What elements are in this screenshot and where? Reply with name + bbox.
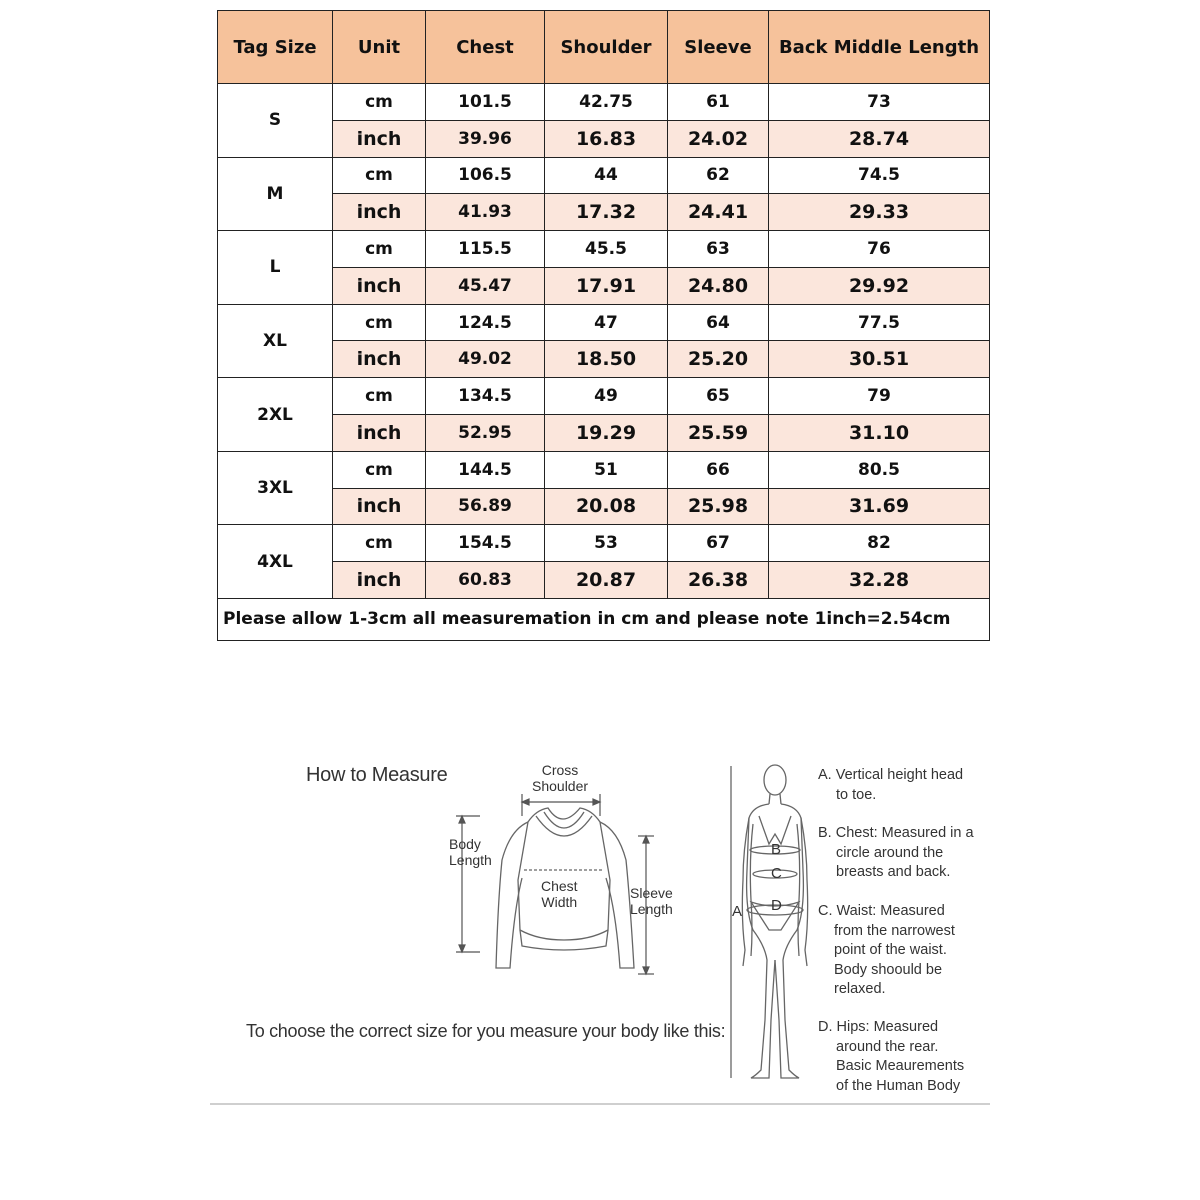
unit-cell: cm — [333, 451, 426, 488]
chest-cell: 56.89 — [426, 488, 545, 525]
tag-size-cell: 2XL — [218, 378, 333, 452]
table-row — [218, 194, 990, 231]
sleeve-cell: 64 — [668, 304, 769, 341]
back-length-cell: 82 — [769, 525, 990, 562]
back-length-cell: 31.69 — [769, 488, 990, 525]
back-length-cell: 79 — [769, 378, 990, 415]
tag-size-cell: L — [218, 231, 333, 305]
tag-size-cell: 4XL — [218, 525, 333, 599]
back-length-cell: 29.33 — [769, 194, 990, 231]
shoulder-cell: 20.08 — [545, 488, 668, 525]
chest-cell: 60.83 — [426, 562, 545, 599]
header-sleeve: Sleeve — [668, 11, 769, 84]
shoulder-cell: 42.75 — [545, 84, 668, 121]
shoulder-cell: 44 — [545, 157, 668, 194]
back-length-cell: 77.5 — [769, 304, 990, 341]
sleeve-length-label: Sleeve Length — [630, 885, 673, 917]
unit-cell: cm — [333, 84, 426, 121]
sleeve-cell: 65 — [668, 378, 769, 415]
tag-size-cell: 3XL — [218, 451, 333, 525]
shoulder-cell: 49 — [545, 378, 668, 415]
note-row — [218, 598, 990, 640]
shoulder-cell: 45.5 — [545, 231, 668, 268]
header-tag-size: Tag Size — [218, 11, 333, 84]
chest-cell: 124.5 — [426, 304, 545, 341]
chest-width-label: Chest Width — [541, 878, 578, 910]
table-row — [218, 415, 990, 452]
definition-a: A. Vertical height head to toe. — [818, 767, 964, 803]
choose-size-instruction: To choose the correct size for you measure your body like this: — [246, 1021, 726, 1041]
sleeve-cell: 25.98 — [668, 488, 769, 525]
header-unit: Unit — [333, 11, 426, 84]
shoulder-cell: 47 — [545, 304, 668, 341]
back-length-cell: 73 — [769, 84, 990, 121]
unit-cell: cm — [333, 525, 426, 562]
chest-cell: 49.02 — [426, 341, 545, 378]
back-length-cell: 30.51 — [769, 341, 990, 378]
table-row — [218, 525, 990, 562]
header-row — [218, 11, 990, 84]
chest-cell: 52.95 — [426, 415, 545, 452]
definition-d: D. Hips: Measured around the rear. Basic Meaurements of the Human Body — [818, 1019, 965, 1094]
unit-cell: inch — [333, 562, 426, 599]
body-letter-a: A — [732, 903, 743, 920]
body-letter-c: C — [771, 865, 782, 882]
unit-cell: cm — [333, 157, 426, 194]
sleeve-cell: 61 — [668, 84, 769, 121]
header-shoulder: Shoulder — [545, 11, 668, 84]
table-row — [218, 267, 990, 304]
cross-shoulder-label: Cross Shoulder — [532, 762, 589, 794]
shoulder-cell: 16.83 — [545, 120, 668, 157]
back-length-cell: 74.5 — [769, 157, 990, 194]
table-row — [218, 304, 990, 341]
definition-c: C. Waist: Measured from the narrowest point of the waist. Body shoould be relaxed. — [818, 903, 955, 997]
shoulder-cell: 18.50 — [545, 341, 668, 378]
size-chart-table — [217, 10, 990, 641]
back-length-cell: 29.92 — [769, 267, 990, 304]
unit-cell: inch — [333, 120, 426, 157]
chest-cell: 106.5 — [426, 157, 545, 194]
bottom-divider — [210, 1103, 990, 1105]
chest-cell: 134.5 — [426, 378, 545, 415]
unit-cell: cm — [333, 378, 426, 415]
unit-cell: inch — [333, 194, 426, 231]
shoulder-cell: 51 — [545, 451, 668, 488]
unit-cell: inch — [333, 488, 426, 525]
sleeve-cell: 63 — [668, 231, 769, 268]
shoulder-cell: 17.32 — [545, 194, 668, 231]
chest-cell: 115.5 — [426, 231, 545, 268]
unit-cell: inch — [333, 267, 426, 304]
unit-cell: cm — [333, 231, 426, 268]
table-row — [218, 378, 990, 415]
chest-cell: 45.47 — [426, 267, 545, 304]
unit-cell: inch — [333, 415, 426, 452]
shoulder-cell: 19.29 — [545, 415, 668, 452]
body-letter-d: D — [771, 897, 782, 914]
back-length-cell: 31.10 — [769, 415, 990, 452]
tag-size-cell: M — [218, 157, 333, 231]
chest-cell: 144.5 — [426, 451, 545, 488]
sleeve-cell: 24.02 — [668, 120, 769, 157]
table-row — [218, 157, 990, 194]
sleeve-cell: 25.20 — [668, 341, 769, 378]
chest-cell: 101.5 — [426, 84, 545, 121]
how-to-measure-title: How to Measure — [306, 764, 448, 786]
sleeve-cell: 26.38 — [668, 562, 769, 599]
body-figure-diagram — [725, 760, 820, 1085]
shoulder-cell: 20.87 — [545, 562, 668, 599]
unit-cell: cm — [333, 304, 426, 341]
unit-cell: inch — [333, 341, 426, 378]
table-row — [218, 84, 990, 121]
back-length-cell: 32.28 — [769, 562, 990, 599]
garment-diagram — [440, 760, 690, 990]
tag-size-cell: XL — [218, 304, 333, 378]
tag-size-cell: S — [218, 84, 333, 158]
sleeve-cell: 24.80 — [668, 267, 769, 304]
table-row — [218, 451, 990, 488]
table-row — [218, 120, 990, 157]
back-length-cell: 80.5 — [769, 451, 990, 488]
chest-cell: 39.96 — [426, 120, 545, 157]
header-back-middle-length: Back Middle Length — [769, 11, 990, 84]
shoulder-cell: 17.91 — [545, 267, 668, 304]
sleeve-cell: 66 — [668, 451, 769, 488]
back-length-cell: 76 — [769, 231, 990, 268]
body-letter-b: B — [771, 841, 782, 858]
measurement-note: Please allow 1-3cm all measuremation in cm and please note 1inch=2.54cm — [218, 598, 990, 640]
sleeve-cell: 25.59 — [668, 415, 769, 452]
table-row — [218, 562, 990, 599]
table-row — [218, 488, 990, 525]
body-length-label: Body Length — [449, 836, 492, 868]
chest-cell: 154.5 — [426, 525, 545, 562]
sleeve-cell: 24.41 — [668, 194, 769, 231]
table-row — [218, 341, 990, 378]
definition-b: B. Chest: Measured in a circle around the breasts and back. — [818, 825, 974, 880]
chest-cell: 41.93 — [426, 194, 545, 231]
header-chest: Chest — [426, 11, 545, 84]
sleeve-cell: 67 — [668, 525, 769, 562]
table-row — [218, 231, 990, 268]
sleeve-cell: 62 — [668, 157, 769, 194]
shoulder-cell: 53 — [545, 525, 668, 562]
back-length-cell: 28.74 — [769, 120, 990, 157]
